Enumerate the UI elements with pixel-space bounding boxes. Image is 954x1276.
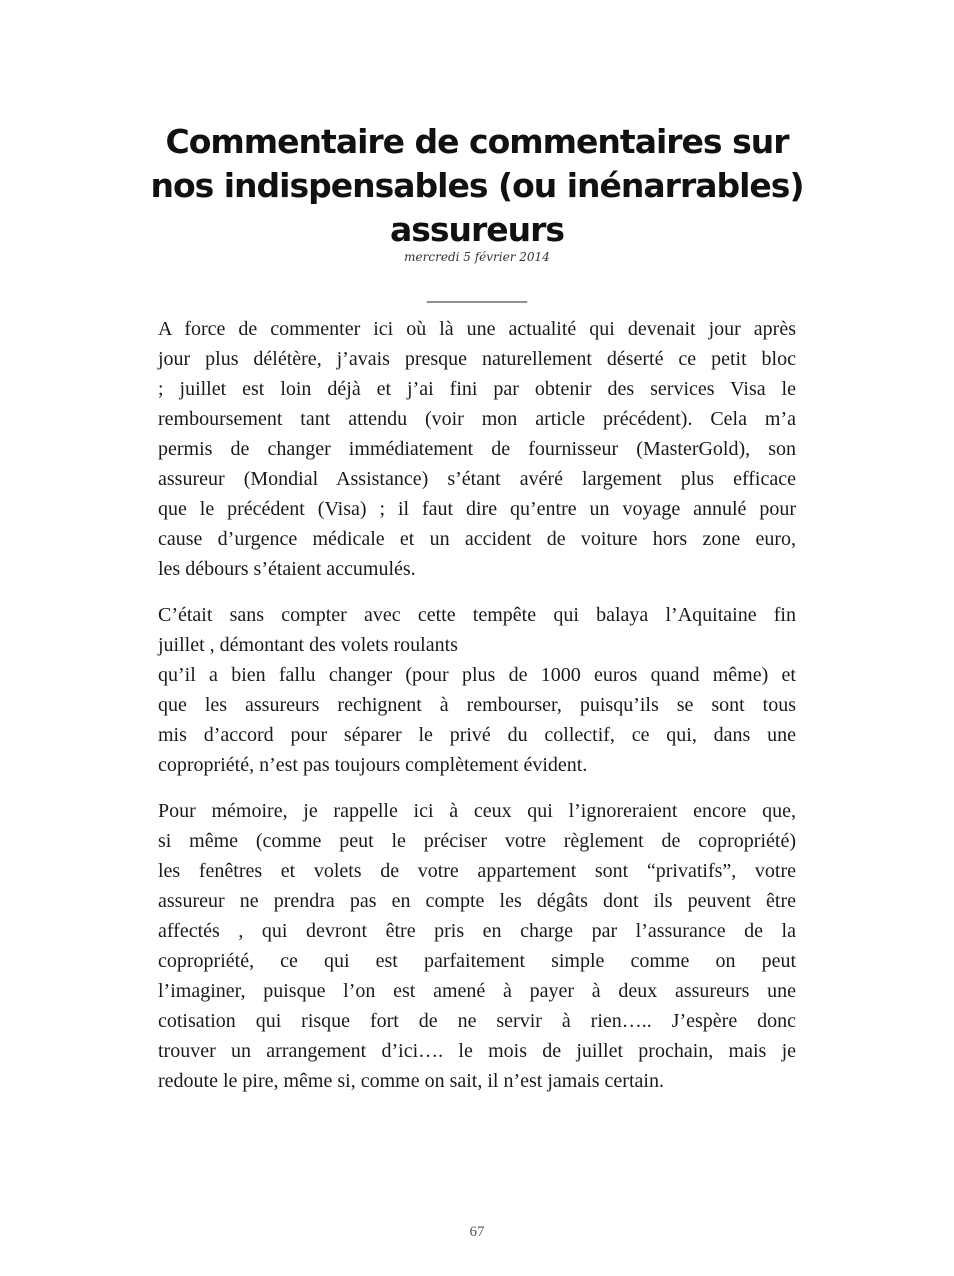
article-date: mercredi 5 février 2014 <box>404 250 550 264</box>
paragraph-line: mis d’accord pour séparer le privé du collectif, ce qui, dans une <box>158 724 796 746</box>
paragraph-line: assureur (Mondial Assistance) s’étant avéré largement plus efficace <box>158 468 796 490</box>
paragraph-line: assureur ne prendra pas en compte les dégâts dont ils peuvent être <box>158 890 796 912</box>
paragraph-line: redoute le pire, même si, comme on sait, il n’est jamais certain. <box>158 1070 664 1092</box>
paragraph-line: cause d’urgence médicale et un accident de voiture hors zone euro, <box>158 528 796 550</box>
paragraph-3 <box>158 796 796 1096</box>
paragraph-line: affectés , qui devront être pris en charge par l’assurance de la <box>158 920 796 942</box>
title-separator: __________ <box>427 283 527 305</box>
paragraph-line: trouver un arrangement d’ici…. le mois de juillet prochain, mais je <box>158 1040 796 1062</box>
paragraph-line: les fenêtres et volets de votre appartement sont “privatifs”, votre <box>158 860 796 882</box>
paragraph-line: ; juillet est loin déjà et j’ai fini par obtenir des services Visa le <box>158 378 796 400</box>
paragraph-line: qu’il a bien fallu changer (pour plus de 1000 euros quand même) et <box>158 664 796 686</box>
paragraph-line: que le précédent (Visa) ; il faut dire qu’entre un voyage annulé pour <box>158 498 796 520</box>
paragraph-line: A force de commenter ici où là une actualité qui devenait jour après <box>158 318 796 340</box>
paragraph-line: Pour mémoire, je rappelle ici à ceux qui l’ignoreraient encore que, <box>158 800 796 822</box>
paragraph-line: cotisation qui risque fort de ne servir à rien….. J’espère donc <box>158 1010 796 1032</box>
paragraph-line: que les assureurs rechignent à rembourser, puisqu’ils se sont tous <box>158 694 796 716</box>
paragraph-line: copropriété, ce qui est parfaitement simple comme on peut <box>158 950 796 972</box>
paragraph-2 <box>158 600 796 780</box>
paragraph-1 <box>158 314 796 584</box>
article-body <box>158 314 796 1112</box>
paragraph-line: les débours s’étaient accumulés. <box>158 558 416 580</box>
paragraph-line: jour plus délétère, j’avais presque naturellement déserté ce petit bloc <box>158 348 796 370</box>
paragraph-line: l’imaginer, puisque l’on est amené à payer à deux assureurs une <box>158 980 796 1002</box>
paragraph-line: juillet , démontant des volets roulants <box>158 634 458 656</box>
page-number: 67 <box>469 1224 485 1240</box>
paragraph-line: C’était sans compter avec cette tempête qui balaya l’Aquitaine fin <box>158 604 796 626</box>
paragraph-line: remboursement tant attendu (voir mon article précédent). Cela m’a <box>158 408 796 430</box>
paragraph-line: permis de changer immédiatement de fournisseur (MasterGold), son <box>158 438 796 460</box>
article-title: Commentaire de commentaires sur nos indispensables (ou inénarrables) assureurs <box>150 122 804 249</box>
paragraph-line: copropriété, n’est pas toujours complètement évident. <box>158 754 588 776</box>
paragraph-line: si même (comme peut le préciser votre règlement de copropriété) <box>158 830 796 852</box>
